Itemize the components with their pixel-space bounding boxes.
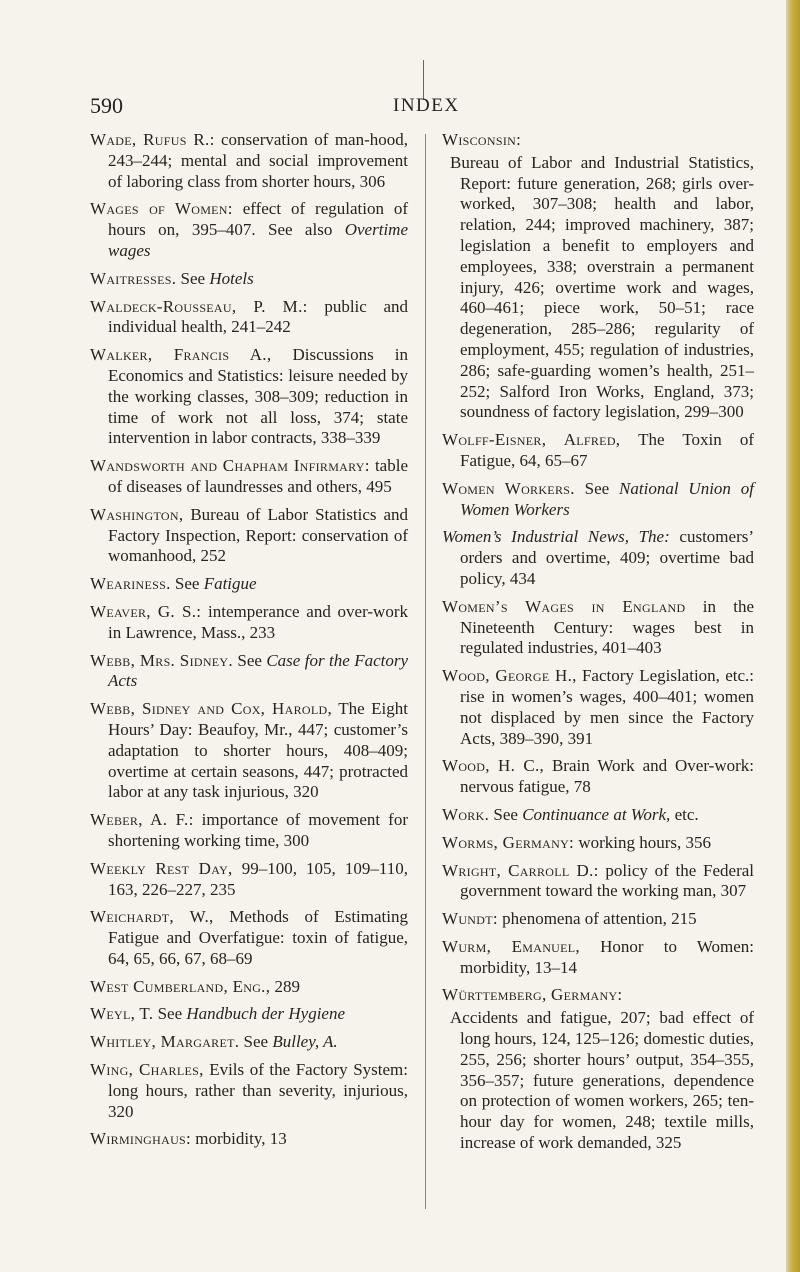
index-entry	[90, 199, 408, 261]
index-column-right	[442, 130, 754, 1161]
entry-headword: Wolff-Eisner, Alfred,	[442, 430, 621, 450]
index-entry	[90, 1004, 408, 1025]
entry-text: working hours, 356	[574, 832, 712, 852]
entry-headword: Work.	[442, 804, 490, 824]
entry-headword: Weaver, G. S.:	[90, 601, 202, 621]
entry-headword: Whitley, Margaret.	[90, 1032, 240, 1052]
entry-text: Discussions in Economics and Statistics: leisure needed by the working classes, 308–309; reduction in time of work not all loss, 374; state intervention in labor contracts, 338–339	[108, 345, 408, 448]
entry-text: phenomena of attention, 215	[497, 909, 697, 929]
entry-headword: Weariness.	[90, 574, 171, 594]
index-entry	[90, 977, 408, 998]
entry-text: The Toxin of Fatigue, 64, 65–67	[460, 430, 754, 470]
index-entry	[442, 756, 754, 798]
entry-text: Accidents and fatigue, 207; bad effect of long hours, 124, 125–126; domestic duties, 255, 256; shorter hours’ output, 354–355, 356–357; future generations, dependence on protection of women workers, 265; ten-hour day for women, 248; textile mills, increase of work demanded, 325	[450, 1008, 754, 1153]
entry-headword: Wurm, Emanuel,	[442, 936, 580, 956]
entry-text: morbidity, 13	[191, 1129, 287, 1149]
entry-headword: Wade, Rufus R.:	[90, 130, 215, 149]
entry-text: See	[239, 1032, 273, 1052]
page-header	[90, 93, 710, 123]
entry-headword: Waitresses.	[90, 268, 177, 288]
entry-text: Bureau of Labor and Industrial Statistics, Report: future generation, 268; girls over-worked, 307–308; health and labor, relation, 244; improved machinery, 387; legislation a benefit to employers and employees, 338; overstrain a permanent injury, 426; overtime work and wages, 460–461; piece work, 50–51; race degeneration, 285–286; regularity of employment, 455; regulation of industries, 286; safe-guarding women’s health, 251–252; Salford Iron Works, England, 373; soundness of factory legislation, 299–300	[450, 152, 754, 422]
entry-cross-reference: Handbuch der Hygiene	[186, 1004, 346, 1024]
entry-headword: Walker, Francis A.,	[90, 345, 272, 365]
entry-headword: Wandsworth and Chapham Infirmary:	[90, 456, 370, 476]
entry-headword: Women’s Wages in England	[442, 596, 686, 616]
entry-headword: Wood, H. C.,	[442, 756, 545, 776]
index-entry	[442, 805, 754, 826]
index-entry	[90, 130, 408, 192]
entry-headword: Wing, Charles,	[90, 1060, 204, 1080]
entry-text: 289	[270, 976, 301, 996]
entry-text: See	[574, 478, 620, 498]
index-entry	[442, 985, 754, 1006]
index-entry	[90, 651, 408, 693]
entry-headword: Wundt:	[442, 909, 498, 929]
index-entry	[90, 269, 408, 290]
entry-text: Honor to Women: morbidity, 13–14	[460, 936, 754, 977]
entry-cross-reference: Overtime wages	[108, 220, 408, 260]
entry-headword: Wood, George H.,	[442, 666, 577, 686]
index-entry	[442, 130, 754, 151]
entry-headword: Wages of Women:	[90, 199, 233, 219]
index-entry	[90, 1129, 408, 1150]
entry-cross-reference: Fatigue	[203, 574, 257, 594]
index-entry	[90, 810, 408, 852]
index-entry	[90, 345, 408, 449]
index-entry	[442, 833, 754, 854]
entry-text: effect of regulation of hours on, 395–407. See also	[108, 199, 409, 240]
entry-text: See	[232, 650, 267, 670]
index-entry	[90, 602, 408, 644]
entry-headword: Webb, Sidney and Cox, Harold,	[90, 699, 332, 719]
entry-text: See	[489, 804, 523, 824]
entry-headword: Wisconsin:	[442, 130, 522, 149]
index-entry	[90, 456, 408, 498]
entry-text: The Eight Hours’ Day: Beaufoy, Mr., 447; customer’s adaptation to shorter hours, 408–409; overtime at certain seasons, 447; protracted labor at any task injurious, 320	[108, 699, 409, 802]
entry-headword: Women Workers.	[442, 478, 575, 498]
entry-headword: Waldeck-Rousseau, P. M.:	[90, 296, 308, 316]
index-entry	[90, 1060, 408, 1122]
entry-headword: Weichardt, W.,	[90, 907, 214, 927]
entry-cross-reference: National Union of Women Workers	[460, 478, 754, 519]
entry-text: See	[153, 1004, 187, 1024]
entry-text: table of diseases of laundresses and others, 495	[108, 456, 408, 496]
page-edge-shadow	[786, 0, 800, 1272]
entry-text-tail: etc.	[670, 804, 699, 824]
index-entry	[442, 861, 754, 903]
index-entry	[442, 937, 754, 979]
entry-cross-reference: Hotels	[209, 268, 254, 288]
entry-headword: Weekly Rest Day,	[90, 858, 233, 878]
index-entry	[90, 907, 408, 969]
entry-text: See	[176, 268, 210, 288]
entry-text: Methods of Estimating Fatigue and Overfatigue: toxin of fatigue, 64, 65, 66, 67, 68–69	[108, 907, 408, 968]
index-subentry	[442, 153, 754, 423]
index-entry	[442, 430, 754, 472]
column-divider	[425, 134, 426, 1209]
entry-text: Evils of the Factory System: long hours, rather than severity, injurious, 320	[108, 1060, 408, 1121]
entry-headword: Washington,	[90, 504, 184, 524]
entry-headword: Webb, Mrs. Sidney.	[90, 650, 233, 670]
index-entry	[90, 1032, 408, 1053]
index-entry	[90, 297, 408, 339]
index-subentry	[442, 1008, 754, 1154]
entry-text: conservation of man-hood, 243–244; mental and social improvement of laboring class from shorter hours, 306	[108, 130, 408, 191]
entry-text: See	[170, 574, 204, 594]
entry-text: importance of movement for shortening working time, 300	[108, 810, 408, 850]
page-number: 590	[90, 93, 123, 118]
index-entry	[442, 909, 754, 930]
entry-cross-reference: Continuance at Work,	[522, 804, 671, 824]
index-entry	[90, 859, 408, 901]
index-entry	[90, 574, 408, 595]
entry-headword: Weyl, T.	[90, 1004, 154, 1024]
entry-cross-reference: Bulley, A.	[272, 1032, 338, 1052]
index-entry	[90, 699, 408, 803]
entry-headword: Wirminghaus:	[90, 1129, 192, 1149]
entry-text: public and individual health, 241–242	[108, 296, 408, 337]
entry-text: 99–100, 105, 109–110, 163, 226–227, 235	[108, 858, 408, 899]
entry-text: Factory Legislation, etc.: rise in women’s wages, 400–401; women not displaced by men since the Factory Acts, 389–390, 391	[460, 666, 754, 748]
entry-headword: Württemberg, Germany:	[442, 985, 623, 1005]
entry-headword: West Cumberland, Eng.,	[90, 976, 271, 996]
index-entry	[442, 527, 754, 589]
entry-text: Brain Work and Over-work: nervous fatigue, 78	[460, 756, 754, 797]
entry-headword: Worms, Germany:	[442, 832, 575, 852]
entry-text: customers’ orders and overtime, 409; overtime bad policy, 434	[460, 527, 755, 588]
index-entry	[90, 505, 408, 567]
index-entry	[442, 479, 754, 521]
index-entry	[442, 597, 754, 659]
entry-text: Bureau of Labor Statistics and Factory Inspection, Report: conservation of womanhood, 252	[108, 504, 408, 566]
index-column-left	[90, 130, 408, 1157]
running-head: INDEX	[393, 95, 460, 116]
entry-text: policy of the Federal government toward the working man, 307	[460, 860, 754, 901]
entry-text: intemperance and over-work in Lawrence, Mass., 233	[108, 601, 408, 642]
entry-headword: Weber, A. F.:	[90, 810, 194, 830]
entry-cross-reference: Case for the Factory Acts	[108, 650, 409, 691]
index-entry	[442, 666, 754, 749]
entry-headword: Wright, Carroll D.:	[442, 860, 599, 880]
entry-text: in the Nineteenth Century: wages best in regulated industries, 401–403	[460, 596, 754, 658]
entry-headword-italic: Women’s Industrial News, The:	[442, 527, 670, 547]
